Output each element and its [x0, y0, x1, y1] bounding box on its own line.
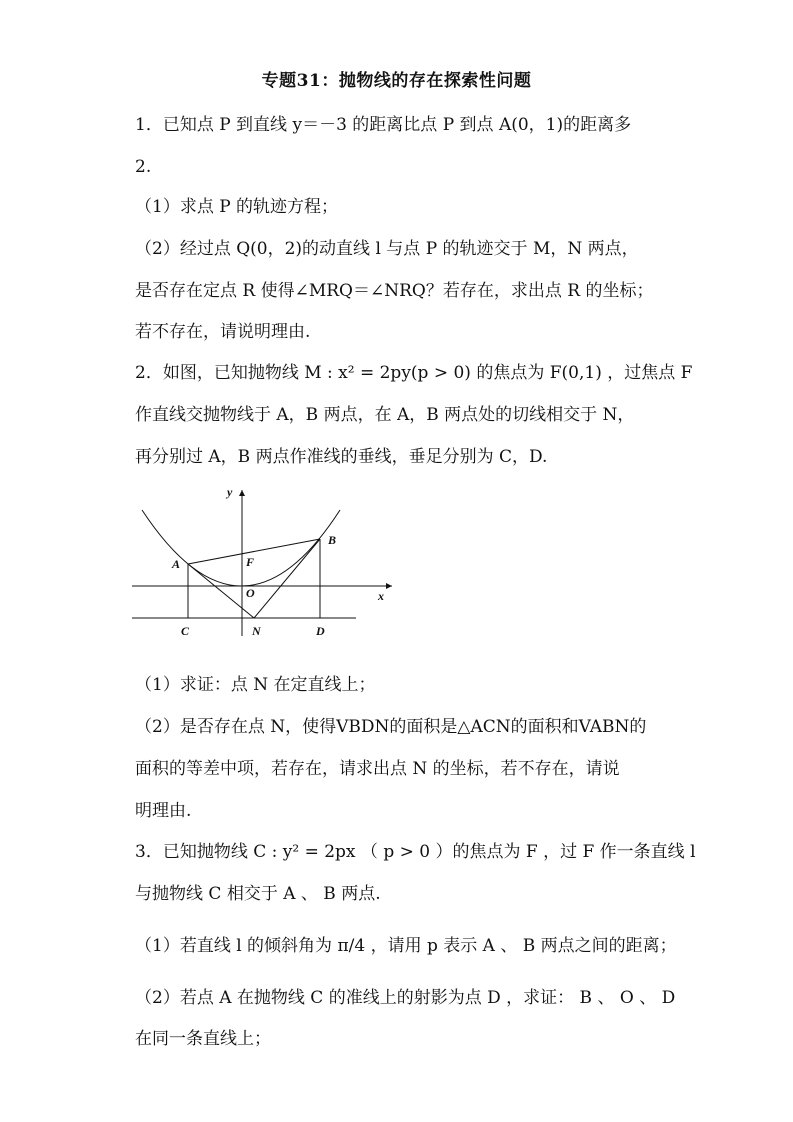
p2-part-2-line-2: 面积的等差中项，若存在，请求出点 N 的坐标，若不存在，请说 [135, 759, 620, 779]
label-o: O [246, 586, 255, 600]
p3-line-2: 与抛物线 C 相交于 A 、 B 两点. [135, 884, 381, 904]
p2-part-2-line-3: 明理由. [135, 801, 192, 821]
p2-line-1: 2．如图，已知抛物线 M : x² = 2py(p > 0) 的焦点为 F(0,1) ，过焦点 F [135, 363, 693, 383]
label-b: B [328, 533, 337, 547]
p3-part-2-line-1: （2）若点 A 在抛物线 C 的准线上的射影为点 D ，求证： B 、 O 、 D [135, 988, 676, 1008]
label-f: F [246, 555, 255, 569]
p2-line-3: 再分别过 A，B 两点作准线的垂线，垂足分别为 C，D. [135, 447, 548, 467]
page-title: 专题31：抛物线的存在探索性问题 [261, 71, 532, 91]
label-c: C [181, 624, 190, 638]
label-x: x [378, 589, 384, 603]
label-d: D [316, 624, 325, 638]
tangent-b [254, 539, 320, 618]
parabola-curve [142, 510, 340, 586]
p1-part-2-line-3: 若不存在，请说明理由. [135, 322, 311, 342]
tangent-a [188, 564, 254, 618]
p1-part-1: （1）求点 P 的轨迹方程； [135, 197, 339, 217]
p2-line-2: 作直线交抛物线于 A，B 两点，在 A，B 两点处的切线相交于 N， [135, 405, 635, 425]
p1-part-2-line-2: 是否存在定点 R 使得∠MRQ＝∠NRQ？若存在，求出点 R 的坐标； [135, 281, 654, 301]
p3-part-2-line-2: 在同一条直线上； [135, 1029, 271, 1049]
label-a: A [172, 557, 181, 571]
p3-line-1: 3．已知抛物线 C : y² = 2px （ p > 0 ）的焦点为 F ，过 F 作一条直线 l [135, 842, 696, 862]
p1-line-1: 1．已知点 P 到直线 y＝－3 的距离比点 P 到点 A(0，1)的距离多 [135, 115, 632, 135]
p3-part-1: （1）若直线 l 的倾斜角为 π/4 ，请用 p 表示 A 、 B 两点之间的距离； [135, 936, 677, 956]
p1-line-2: 2. [135, 157, 152, 177]
p2-part-1: （1）求证：点 N 在定直线上； [135, 675, 376, 695]
p1-part-2-line-1: （2）经过点 Q(0，2)的动直线 l 与点 P 的轨迹交于 M，N 两点， [135, 239, 639, 259]
label-y: y [227, 485, 233, 499]
parabola-figure [130, 484, 400, 644]
label-n: N [252, 624, 261, 638]
p2-part-2-line-1: （2）是否存在点 N，使得VBDN的面积是△ACN的面积和VABN的 [135, 717, 647, 737]
